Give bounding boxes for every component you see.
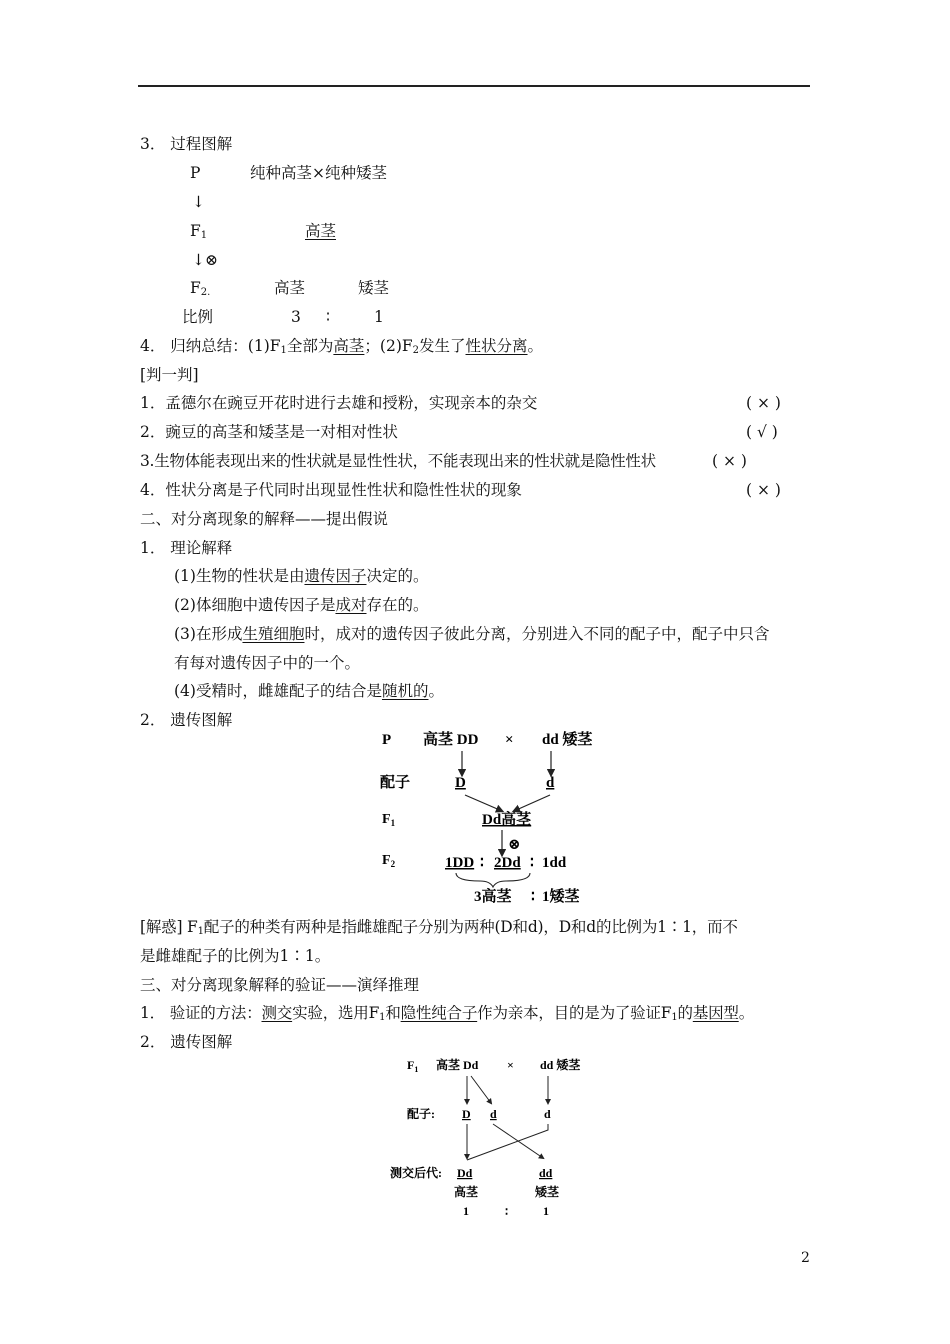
d1-dd-short: dd 矮茎 xyxy=(542,732,593,748)
theory-line-3-cont: 有每对遗传因子中的一个。 xyxy=(174,654,361,672)
d2-gamete-D: D xyxy=(462,1107,471,1121)
d1-sum-tall: 3高茎 xyxy=(474,889,512,905)
ratio-3: 3 xyxy=(291,308,301,326)
judge-mark: ( √ ) xyxy=(746,423,778,441)
ratio-label: 比例 xyxy=(182,308,214,326)
genetic-diagram-2 xyxy=(385,1050,605,1220)
d2-o2: dd xyxy=(539,1166,553,1180)
d2-colon: ∶ xyxy=(505,1205,509,1219)
down-arrow: ↓ xyxy=(192,193,205,211)
page-number: 2 xyxy=(801,1250,810,1266)
d1-f1: $F_1$ xyxy=(382,812,396,828)
f2-short: 矮茎 xyxy=(358,279,390,297)
d1-tall-dd: 高茎 DD xyxy=(423,732,479,748)
theory-line-4: (4)受精时，雌雄配子的结合是随机的。 xyxy=(174,682,444,700)
section-3-verify-heading: 三、对分离现象解释的验证——演绎推理 xyxy=(140,976,420,994)
judge-title: [判一判] xyxy=(140,366,199,384)
d1-c1: ∶ xyxy=(480,855,484,871)
section-2-heading: 二、对分离现象的解释——提出假说 xyxy=(140,510,389,528)
d2-o1: Dd xyxy=(457,1166,473,1180)
f2-tall: 高茎 xyxy=(274,279,306,297)
d2-n1: 1 xyxy=(463,1204,469,1218)
f1-trait: 高茎 xyxy=(305,222,337,240)
genetic-diagram-1 xyxy=(370,725,610,910)
d1-c2: ∶ xyxy=(530,855,534,871)
f2-label: $F_{2.}$ xyxy=(190,279,211,298)
ratio-colon: ∶ xyxy=(326,308,331,326)
d1-self: ⊗ xyxy=(508,837,521,853)
d2-n2: 1 xyxy=(543,1204,549,1218)
d2-o1-trait: 高茎 xyxy=(454,1185,479,1199)
genetic-diagram-heading: 2． 遗传图解 xyxy=(140,711,233,729)
p-label: P xyxy=(190,164,201,182)
d2-gamete: 配子: xyxy=(407,1107,435,1121)
judge-mark: ( × ) xyxy=(712,452,747,470)
ratio-1: 1 xyxy=(374,308,384,326)
d1-sum-short: 1矮茎 xyxy=(542,889,580,905)
judge-item: 1．孟德尔在豌豆开花时进行去雄和授粉，实现亲本的杂交 xyxy=(140,394,538,412)
section-4-summary: 4． 归纳总结：$(1)F_1$全部为高茎；$(2)F_2$发生了性状分离。 xyxy=(140,337,544,356)
p-cross: 纯种高茎×纯种矮茎 xyxy=(250,164,387,182)
section-3-heading: 3． 过程图解 xyxy=(140,135,233,153)
d1-sum-colon: ∶ xyxy=(531,889,535,905)
d1-f1-geno: Dd高茎 xyxy=(482,812,532,828)
theory-line-3: (3)在形成生殖细胞时，成对的遗传因子彼此分离，分别进入不同的配子中，配子中只含 xyxy=(174,625,770,643)
f1-label: $F_1$ xyxy=(190,222,208,241)
verify-method: 1． 验证的方法：测交实验，选用$F_1$和隐性纯合子作为亲本，目的是为了验证$F_1$的基因型。 xyxy=(140,1004,755,1023)
d1-r1: 1DD xyxy=(445,855,475,871)
header-rule xyxy=(138,85,810,87)
judge-mark: ( × ) xyxy=(746,394,781,412)
confusion-line-1: [解惑] $F_1$配子的种类有两种是指雌雄配子分别为两种(D和d)，D和d的比例为1∶1，而不 xyxy=(140,918,738,937)
d1-gamete-D: D xyxy=(455,775,466,791)
judge-item: 2．豌豆的高茎和矮茎是一对相对性状 xyxy=(140,423,398,441)
d1-gamete-d: d xyxy=(546,775,555,791)
theory-line-2: (2)体细胞中遗传因子是成对存在的。 xyxy=(174,596,429,614)
theory-line-1: (1)生物的性状是由遗传因子决定的。 xyxy=(174,567,429,585)
judge-mark: ( × ) xyxy=(746,481,781,499)
theory-heading: 1． 理论解释 xyxy=(140,539,233,557)
d2-cross: × xyxy=(507,1058,514,1072)
d1-gamete: 配子 xyxy=(380,775,411,791)
d2-tall-dd: 高茎 Dd xyxy=(436,1058,479,1072)
d1-f2: $F_2$ xyxy=(382,853,396,869)
d2-o2-trait: 矮茎 xyxy=(535,1185,560,1199)
d2-gamete-d2: d xyxy=(544,1107,551,1121)
d2-f1: $F_1$ xyxy=(407,1058,419,1074)
d2-gamete-d1: d xyxy=(490,1107,497,1121)
judge-item: 3.生物体能表现出来的性状就是显性性状，不能表现出来的性状就是隐性性状 xyxy=(140,452,656,470)
judge-item: 4．性状分离是子代同时出现显性性状和隐性性状的现象 xyxy=(140,481,522,499)
d1-r3: 1dd xyxy=(542,855,567,871)
d1-r2: 2Dd xyxy=(494,855,521,871)
d2-dd-short: dd 矮茎 xyxy=(540,1058,581,1072)
d2-offspring: 测交后代: xyxy=(390,1166,442,1180)
confusion-line-2: 是雌雄配子的比例为1∶1。 xyxy=(140,947,331,965)
d1-p: P xyxy=(382,732,392,748)
test-cross-diagram-heading: 2． 遗传图解 xyxy=(140,1033,233,1051)
d1-cross: × xyxy=(505,732,514,748)
self-cross-arrow: ↓⊗ xyxy=(192,251,218,269)
